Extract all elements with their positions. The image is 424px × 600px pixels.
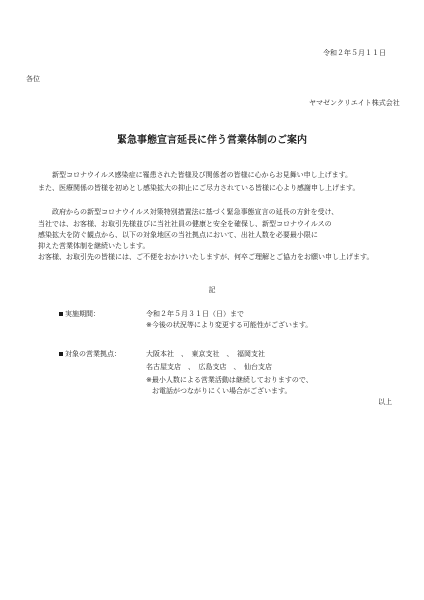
locations-line-1: 大阪本社 、 東京支社 、 福岡支社 [146,350,265,358]
period-label: 実施期間： [65,310,100,318]
locations-line-2: 名古屋支店 、 広島支店 、 仙台支店 [146,363,272,371]
notice-line-4: 抑えた営業体制を継続いたします。 [38,242,150,250]
greeting-line-2: また、医療関係の皆様を初めとし感染拡大の抑止にご尽力されている皆様に心より感謝申し上げます。 [38,184,360,192]
square-bullet-icon [59,352,63,356]
ki-heading: 記 [208,286,216,294]
notice-date: 令和２年５月１１日 [323,49,386,57]
locations-label: 対象の営業拠点： [65,350,121,358]
closing-mark: 以上 [378,398,392,406]
square-bullet-icon [59,312,63,316]
period-value: 令和２年５月３１日（日）まで [146,310,244,318]
document-title: 緊急事態宣言延長に伴う営業体制のご案内 [117,135,307,146]
notice-line-1: 政府からの新型コロナウイルス対策特別措置法に基づく緊急事態宣言の延長の方針を受け、 [52,208,339,216]
addressee: 各位 [26,75,40,83]
notice-line-5: お客様、お取引先の皆様には、ご不便をおかけいたしますが、何卒ご理解とご協力をお願い申し上げます。 [38,253,374,261]
locations-note-1: ※最小人数による営業活動は継続しておりますので、 [146,376,313,384]
notice-line-3: 感染拡大を防ぐ観点から、以下の対象地区の当社拠点において、出社人数を必要最小限に [38,231,318,239]
notice-line-2: 当社では、お客様、お取引先様並びに当社社員の健康と安全を確保し、新型コロナウイルスの [38,220,332,228]
locations-note-2: お電話がつながりにくい場合がございます。 [152,387,292,395]
company-name: ヤマゼンクリエイト株式会社 [309,99,400,107]
greeting-line-1: 新型コロナウイルス感染症に罹患された皆様及び関係者の皆様に心からお見舞い申し上げます。 [52,171,353,179]
period-note: ※今後の状況等により変更する可能性がございます。 [146,321,313,329]
